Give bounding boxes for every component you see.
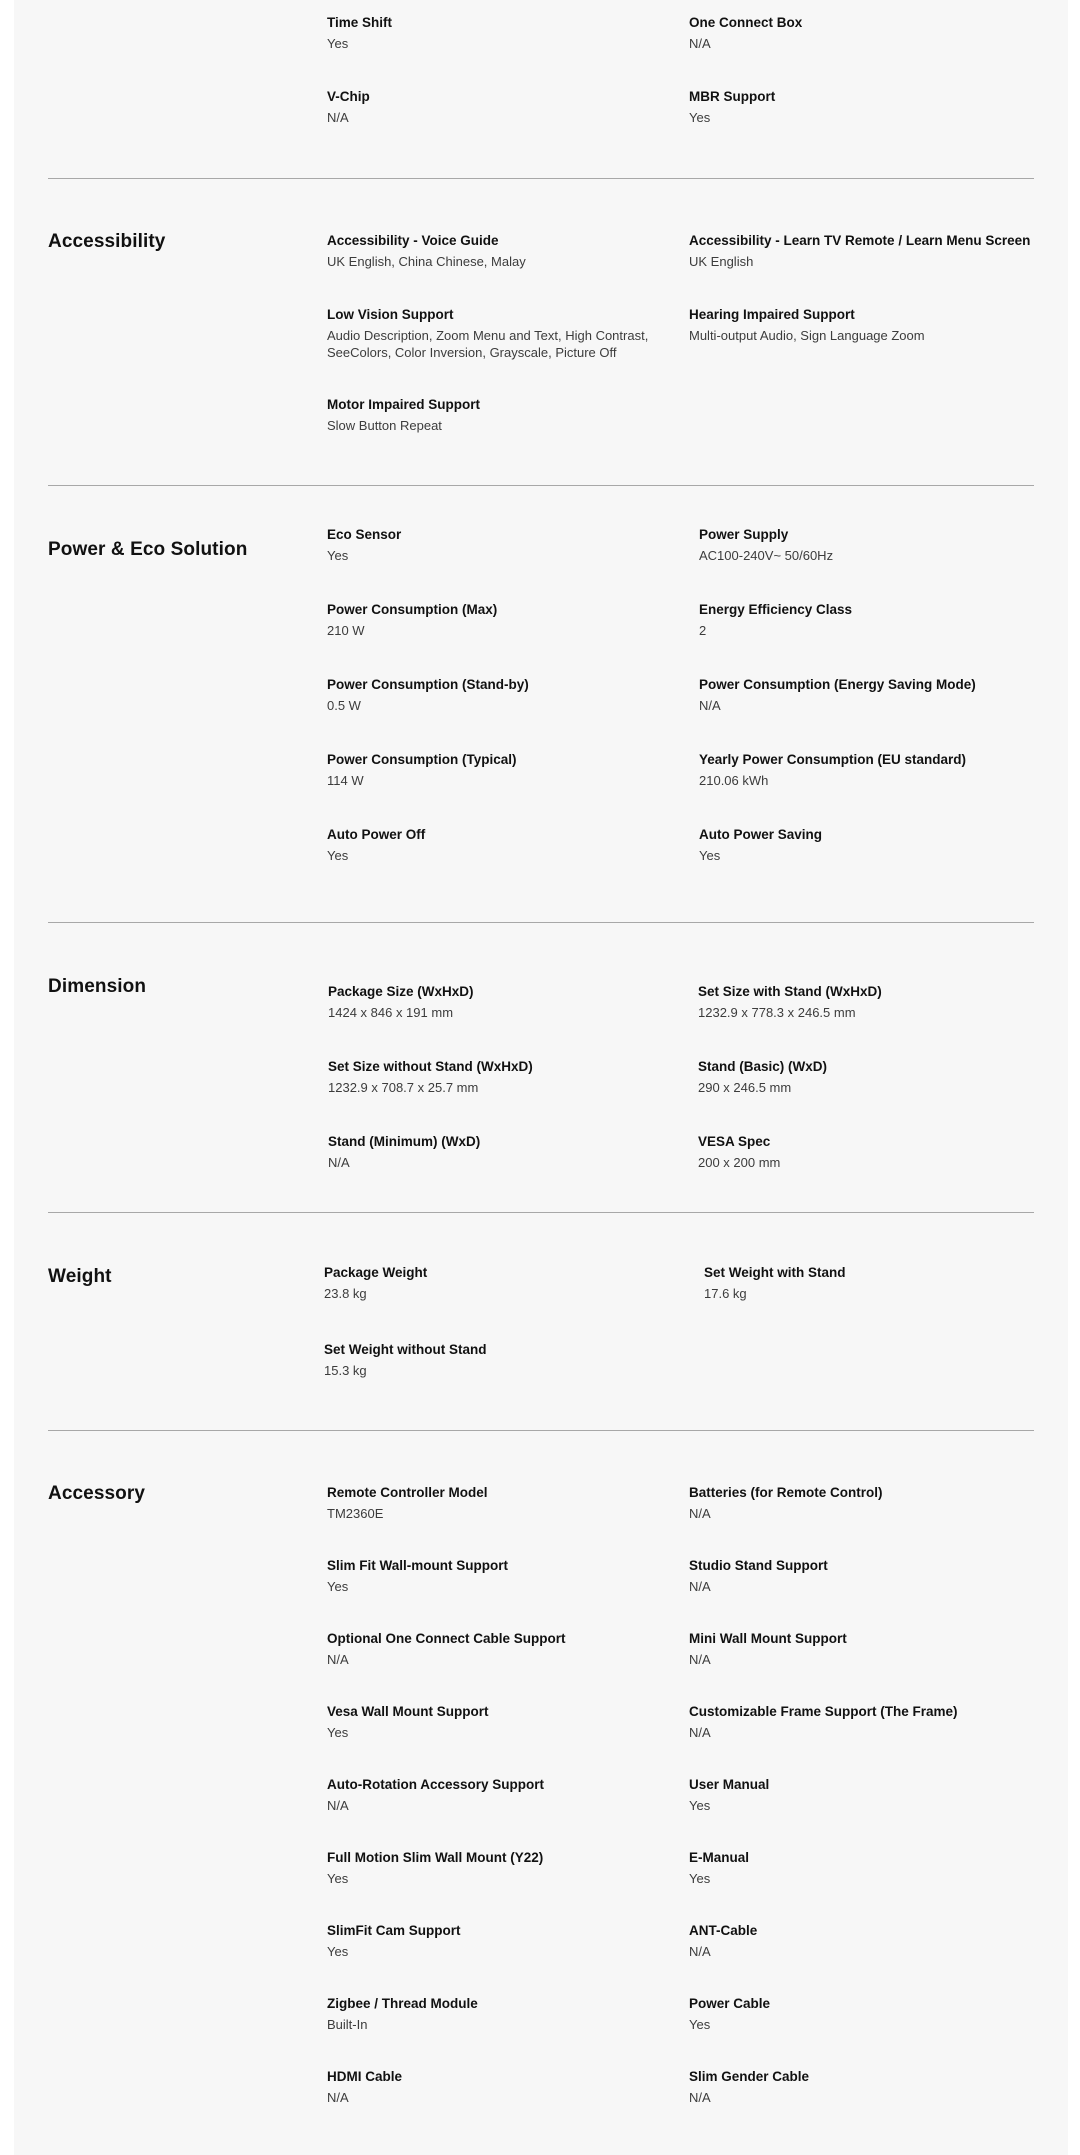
- spec-item: [327, 14, 392, 52]
- spec-item: [327, 1703, 489, 1741]
- section-title-dimension: Dimension: [48, 976, 147, 997]
- spec-value: TM2360E: [327, 1506, 384, 1521]
- spec-label: Package Size (WxHxD): [328, 984, 474, 999]
- spec-value: UK English: [689, 254, 754, 269]
- section-title-accessory: Accessory: [48, 1483, 146, 1504]
- spec-label: Mini Wall Mount Support: [689, 1631, 847, 1646]
- spec-label: Power Consumption (Max): [327, 602, 498, 617]
- spec-label: Time Shift: [327, 15, 393, 30]
- spec-item: [689, 1484, 883, 1522]
- spec-value: N/A: [328, 1155, 350, 1170]
- spec-item: [324, 1264, 427, 1302]
- spec-item: [324, 1341, 487, 1379]
- spec-value: 2: [699, 623, 707, 638]
- spec-label: HDMI Cable: [327, 2069, 403, 2084]
- spec-item: [699, 676, 976, 714]
- spec-label: Energy Efficiency Class: [699, 602, 853, 617]
- spec-label: Motor Impaired Support: [327, 397, 480, 412]
- spec-item: [698, 983, 882, 1021]
- section-divider: [48, 485, 1034, 486]
- spec-value: Multi-output Audio, Sign Language Zoom: [689, 328, 925, 343]
- spec-item: [327, 1995, 478, 2033]
- spec-value: N/A: [699, 698, 721, 713]
- section-title-power: Power & Eco Solution: [48, 539, 248, 560]
- section-title-weight: Weight: [48, 1266, 112, 1287]
- spec-label: Batteries (for Remote Control): [689, 1485, 883, 1500]
- spec-value: UK English, China Chinese, Malay: [327, 254, 526, 269]
- spec-label: Set Size without Stand (WxHxD): [328, 1059, 533, 1074]
- spec-label: Auto Power Off: [327, 827, 426, 842]
- spec-label: Stand (Basic) (WxD): [698, 1059, 828, 1074]
- spec-label: Full Motion Slim Wall Mount (Y22): [327, 1850, 544, 1865]
- spec-value: N/A: [689, 1944, 711, 1959]
- spec-item: [327, 1849, 543, 1887]
- spec-value: N/A: [327, 110, 349, 125]
- spec-label: Zigbee / Thread Module: [327, 1996, 478, 2011]
- spec-label: Remote Controller Model: [327, 1485, 488, 1500]
- spec-value: Yes: [327, 548, 349, 563]
- spec-value: 15.3 kg: [324, 1363, 367, 1378]
- spec-label: MBR Support: [689, 89, 776, 104]
- spec-value: Yes: [689, 1871, 711, 1886]
- spec-value: Yes: [689, 1798, 711, 1813]
- spec-label: Customizable Frame Support (The Frame): [689, 1704, 958, 1719]
- spec-item: [327, 601, 497, 639]
- spec-item: [698, 1133, 780, 1171]
- spec-item: [698, 1058, 827, 1096]
- spec-label: Auto-Rotation Accessory Support: [327, 1777, 545, 1792]
- spec-item: [327, 1484, 488, 1522]
- spec-label: E-Manual: [689, 1850, 750, 1865]
- spec-item: [327, 232, 526, 270]
- section-title-accessibility: Accessibility: [48, 231, 166, 252]
- spec-item: [327, 751, 517, 789]
- spec-label: Power Consumption (Stand-by): [327, 677, 529, 692]
- spec-item: [689, 1922, 757, 1960]
- spec-item: [327, 2068, 402, 2106]
- spec-value: Yes: [327, 848, 349, 863]
- spec-item: [689, 1849, 749, 1887]
- spec-item: [689, 1630, 847, 1668]
- spec-value: N/A: [327, 1652, 349, 1667]
- spec-value: 114 W: [327, 773, 364, 788]
- section-divider: [48, 1212, 1034, 1213]
- spec-value: 1424 x 846 x 191 mm: [328, 1005, 454, 1020]
- spec-value: N/A: [327, 1798, 349, 1813]
- spec-item: [699, 751, 966, 789]
- spec-label: Power Cable: [689, 1996, 771, 2011]
- spec-label: Studio Stand Support: [689, 1558, 828, 1573]
- spec-value: N/A: [689, 1725, 711, 1740]
- spec-label: ANT-Cable: [689, 1923, 758, 1938]
- spec-label: Low Vision Support: [327, 307, 454, 322]
- spec-label: Set Size with Stand (WxHxD): [698, 984, 882, 999]
- spec-item: [689, 306, 925, 344]
- spec-label: Accessibility - Voice Guide: [327, 233, 499, 248]
- spec-value: Yes: [327, 1725, 349, 1740]
- spec-item: [689, 1557, 828, 1595]
- spec-label: Optional One Connect Cable Support: [327, 1631, 566, 1646]
- spec-item: [327, 526, 401, 564]
- spec-item: [704, 1264, 846, 1302]
- spec-item: [689, 14, 802, 52]
- spec-label: Power Supply: [699, 527, 789, 542]
- spec-item: [327, 396, 480, 434]
- spec-label: SlimFit Cam Support: [327, 1923, 461, 1938]
- spec-value: 290 x 246.5 mm: [698, 1080, 792, 1095]
- spec-item: [689, 88, 775, 126]
- spec-value: 23.8 kg: [324, 1286, 367, 1301]
- spec-value: 210 W: [327, 623, 365, 638]
- section-divider: [48, 1430, 1034, 1431]
- spec-page: [14, 0, 1068, 2155]
- spec-value: Yes: [689, 110, 711, 125]
- spec-label: One Connect Box: [689, 15, 803, 30]
- spec-item: [689, 1776, 769, 1814]
- spec-item: [327, 676, 529, 714]
- section-divider: [48, 178, 1034, 179]
- spec-value: Yes: [327, 1579, 349, 1594]
- spec-label: Stand (Minimum) (WxD): [328, 1134, 481, 1149]
- spec-value: N/A: [689, 1506, 711, 1521]
- spec-value: 200 x 200 mm: [698, 1155, 781, 1170]
- spec-label: Eco Sensor: [327, 527, 402, 542]
- spec-value: Audio Description, Zoom Menu and Text, High Contrast, SeeColors, Color Inversion, Grayscale, Picture Off: [327, 328, 649, 360]
- spec-value: Yes: [689, 2017, 711, 2032]
- spec-value: Built-In: [327, 2017, 368, 2032]
- spec-value: AC100-240V~ 50/60Hz: [699, 548, 834, 563]
- spec-label: User Manual: [689, 1777, 770, 1792]
- spec-item: [328, 983, 474, 1021]
- spec-label: Yearly Power Consumption (EU standard): [699, 752, 967, 767]
- spec-value: N/A: [689, 1579, 711, 1594]
- spec-item: [327, 1630, 566, 1668]
- spec-value: Yes: [327, 1871, 349, 1886]
- spec-item: [327, 88, 370, 126]
- spec-item: [689, 2068, 809, 2106]
- spec-item: [699, 826, 822, 864]
- spec-value: N/A: [689, 2090, 711, 2105]
- spec-item: [689, 232, 1030, 270]
- spec-value: Yes: [699, 848, 721, 863]
- spec-label: VESA Spec: [698, 1134, 771, 1149]
- spec-value: N/A: [689, 1652, 711, 1667]
- spec-value: N/A: [689, 36, 711, 51]
- spec-item: [699, 601, 852, 639]
- spec-label: Auto Power Saving: [699, 827, 823, 842]
- spec-item: [327, 1922, 461, 1960]
- spec-label: Set Weight with Stand: [704, 1265, 846, 1280]
- spec-item: [689, 1703, 958, 1741]
- spec-label: V-Chip: [327, 89, 370, 104]
- spec-value: 17.6 kg: [704, 1286, 747, 1301]
- spec-item: [328, 1133, 480, 1171]
- spec-label: Package Weight: [324, 1265, 428, 1280]
- spec-value: 1232.9 x 708.7 x 25.7 mm: [328, 1080, 479, 1095]
- spec-label: Power Consumption (Energy Saving Mode): [699, 677, 976, 692]
- spec-value: Yes: [327, 1944, 349, 1959]
- spec-label: Slim Fit Wall-mount Support: [327, 1558, 508, 1573]
- spec-label: Hearing Impaired Support: [689, 307, 855, 322]
- spec-item: [689, 1995, 770, 2033]
- spec-item: [327, 1776, 544, 1814]
- spec-value: Yes: [327, 36, 349, 51]
- spec-label: Set Weight without Stand: [324, 1342, 487, 1357]
- spec-item: [327, 306, 667, 361]
- spec-item: [699, 526, 833, 564]
- spec-value: Slow Button Repeat: [327, 418, 442, 433]
- spec-label: Vesa Wall Mount Support: [327, 1704, 489, 1719]
- spec-label: Slim Gender Cable: [689, 2069, 810, 2084]
- spec-value: N/A: [327, 2090, 349, 2105]
- spec-label: Power Consumption (Typical): [327, 752, 517, 767]
- spec-item: [327, 1557, 508, 1595]
- spec-label: Accessibility - Learn TV Remote / Learn Menu Screen: [689, 233, 1031, 248]
- spec-value: 210.06 kWh: [699, 773, 769, 788]
- spec-value: 1232.9 x 778.3 x 246.5 mm: [698, 1005, 856, 1020]
- spec-value: 0.5 W: [327, 698, 361, 713]
- spec-item: [328, 1058, 533, 1096]
- section-divider: [48, 922, 1034, 923]
- spec-item: [327, 826, 425, 864]
